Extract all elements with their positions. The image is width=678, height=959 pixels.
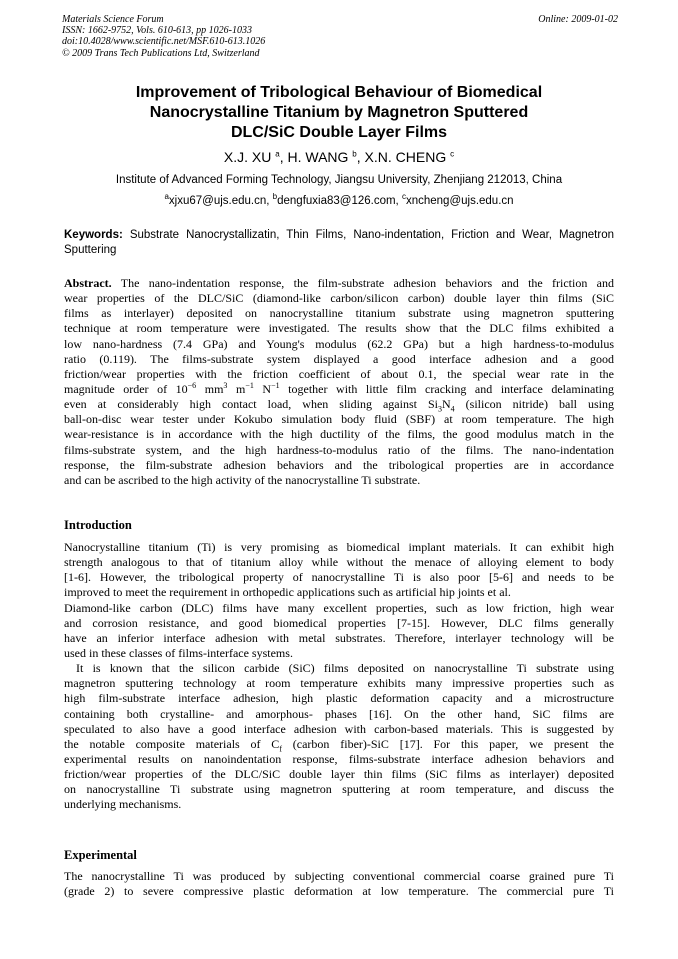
abstract-line: response, the film-substrate adhesion behaviors and the tribological properties are in accordance <box>64 457 614 472</box>
abstract-line: friction/wear properties with the friction coefficient of about 0.1, the special wear rate in the <box>64 366 614 381</box>
intro-line: experimental results on nanoindentation response, films-substrate interface adhesion behaviors and <box>64 751 614 766</box>
abstract-line: low nano-hardness (7.4 GPa) and Young's modulus (62.2 GPa) but a high hardness-to-modulus <box>64 336 614 351</box>
issn-line: ISSN: 1662-9752, Vols. 610-613, pp 1026-1033 <box>62 25 252 37</box>
intro-line: magnetron sputtering technology at room temperature exhibits many impressive properties such as <box>64 676 614 691</box>
author-superscript: b <box>352 149 357 159</box>
intro-line: improved to meet the requirement in orthopedic applications such as artificial hip joints et al. <box>64 585 511 600</box>
intro-line: strength analogous to that of titanium alloy while without the menace of alloying element to body <box>64 555 614 570</box>
abstract-line: films-substrate system, and the high hardness-to-modulus ratio of the films. The nano-indentation <box>64 442 614 457</box>
affiliation: Institute of Advanced Forming Technology, Jiangsu University, Zhenjiang 212013, China <box>115 174 563 186</box>
journal-name: Materials Science Forum <box>62 14 164 25</box>
copyright-line: © 2009 Trans Tech Publications Ltd, Switzerland <box>62 47 260 59</box>
abstract-label: Abstract. <box>64 276 112 290</box>
title-line: DLC/SiC Double Layer Films <box>230 124 448 141</box>
journal-header <box>62 14 618 59</box>
intro-line: and corrosion resistance, and good biomedical properties [7-15]. However, DLC films generally <box>64 615 614 630</box>
experimental-section <box>64 869 614 899</box>
author-name: X.J. XU <box>223 149 272 165</box>
author-list: X.J. XU $^a$, H. WANG $^b$, X.N. CHENG $^c$ <box>223 149 455 165</box>
text-run: (carbon fiber)-SiC [17]. For this paper, we present the <box>281 736 614 751</box>
keywords-label: Keywords: <box>64 229 123 241</box>
online-date: Online: 2009-01-02 <box>538 14 618 25</box>
text-run: m <box>227 381 246 396</box>
intro-line: Diamond-like carbon (DLC) films have many excellent properties, such as low friction, high wear <box>64 600 614 615</box>
title-line: Improvement of Tribological Behaviour of Biomedical <box>135 84 543 101</box>
keywords-section <box>64 228 614 258</box>
subscript: 4 <box>450 404 455 414</box>
subscript: f <box>279 744 282 754</box>
email-superscript: a <box>164 192 169 202</box>
email-link[interactable]: dengfuxia83@126.com, <box>277 195 399 207</box>
text-run: the notable composite materials of C <box>64 736 280 751</box>
introduction-section <box>64 540 614 813</box>
introduction-heading: Introduction <box>64 518 132 532</box>
abstract-line: technique at room temperature were investigated. The results show that the DLC films exhibited a <box>64 321 614 336</box>
intro-line: underlying mechanisms. <box>64 797 182 812</box>
text-run: magnitude order of 10 <box>64 381 188 396</box>
intro-line <box>64 737 614 752</box>
doi-line[interactable]: doi:10.4028/www.scientific.net/MSF.610-613.1026 <box>62 36 266 48</box>
intro-line: high film-substrate interface adhesion, high plastic deformation capacity and a microstructure <box>64 691 614 706</box>
text-run: mm <box>196 381 224 396</box>
experimental-line: The nanocrystalline Ti was produced by subjecting conventional commercial coarse grained pure Ti <box>64 869 614 883</box>
superscript: −6 <box>187 380 197 390</box>
text-run: N <box>441 397 451 412</box>
intro-line: Nanocrystalline titanium (Ti) is very promising as biomedical implant materials. It can exhibit high <box>64 540 614 554</box>
text-run: even at considerably high contact load, when sliding against Si <box>64 397 438 412</box>
author-superscript: a <box>275 149 280 159</box>
email-link[interactable]: xjxu67@ujs.edu.cn, <box>168 195 270 207</box>
paper-title <box>0 83 678 143</box>
superscript: −1 <box>245 380 254 390</box>
abstract-line: The nano-indentation response, the film-substrate adhesion behaviors and the friction and <box>120 276 614 290</box>
superscript: −1 <box>271 380 280 390</box>
text-run: (silicon nitride) ball using <box>454 397 614 412</box>
intro-line: It is known that the silicon carbide (SiC) films deposited on nanocrystalline Ti substrate using <box>76 661 614 676</box>
title-line: Nanocrystalline Titanium by Magnetron Sputtered <box>149 104 529 121</box>
abstract-line: wear-resistance is in accordance with the high ductility of the films, the good modulus match in the <box>64 427 614 442</box>
email-link[interactable]: xncheng@ujs.edu.cn <box>405 195 514 207</box>
intro-line: on nanocrystalline Ti substrate using magnetron sputtering at room temperature, and discuss the <box>64 782 614 797</box>
text-run: N <box>253 381 272 396</box>
email-superscript: c <box>401 192 406 202</box>
experimental-heading: Experimental <box>64 848 137 862</box>
author-name: H. WANG <box>287 149 349 165</box>
author-name: X.N. CHENG <box>364 149 447 165</box>
keywords-text: Substrate Nanocrystallizatin, Thin Films, Nano-indentation, Friction and Wear, Magnetron Sputtering <box>64 229 614 256</box>
email-list <box>0 193 678 209</box>
intro-line: speculated to also have a good interface adhesion with carbon-based materials. This is suggested by <box>64 721 614 736</box>
superscript: 3 <box>223 380 228 390</box>
email-superscript: b <box>272 192 278 202</box>
abstract-line: and can be ascribed to the high activity of the nanocrystalline Ti substrate. <box>64 472 421 487</box>
abstract-line: ball-on-disc wear tester under Kokubo simulation body fluid (SBF) at room temperature. The high <box>64 412 614 427</box>
text-run: together with little film cracking and interface delaminating <box>279 381 614 396</box>
intro-line: [1-6]. However, the tribological property of nanocrystalline Ti is also poor [5-6] and needs to be <box>64 570 614 585</box>
abstract-line <box>64 382 614 397</box>
intro-line: have an inferior interface adhesion with metal substrates. Therefore, interlayer technology will be <box>64 630 614 645</box>
abstract-section <box>64 276 614 488</box>
abstract-line: ratio (0.119). The films-substrate system displayed a good interface adhesion and a good <box>64 351 614 366</box>
abstract-line: wear properties of the DLC/SiC (diamond-like carbon/silicon carbon) double layer thin films (SiC <box>64 291 614 306</box>
intro-line: containing both crystalline- and amorphous- phases [16]. On the other hand, SiC films are <box>64 706 614 721</box>
abstract-line <box>64 397 614 412</box>
intro-line: friction/wear properties of the DLC/SiC double layer thin films (SiC films as interlayer) deposited <box>64 767 614 782</box>
intro-line: used in these classes of films-interface systems. <box>64 645 293 660</box>
author-superscript: c <box>450 149 455 159</box>
subscript: 3 <box>437 404 442 414</box>
experimental-line: (grade 2) to severe compressive plastic deformation at low temperature. The commercial pure Ti <box>64 884 614 899</box>
abstract-line: films as interlayer) deposited on nanocrystalline titanium substrate using magnetron sputtering <box>64 306 614 321</box>
